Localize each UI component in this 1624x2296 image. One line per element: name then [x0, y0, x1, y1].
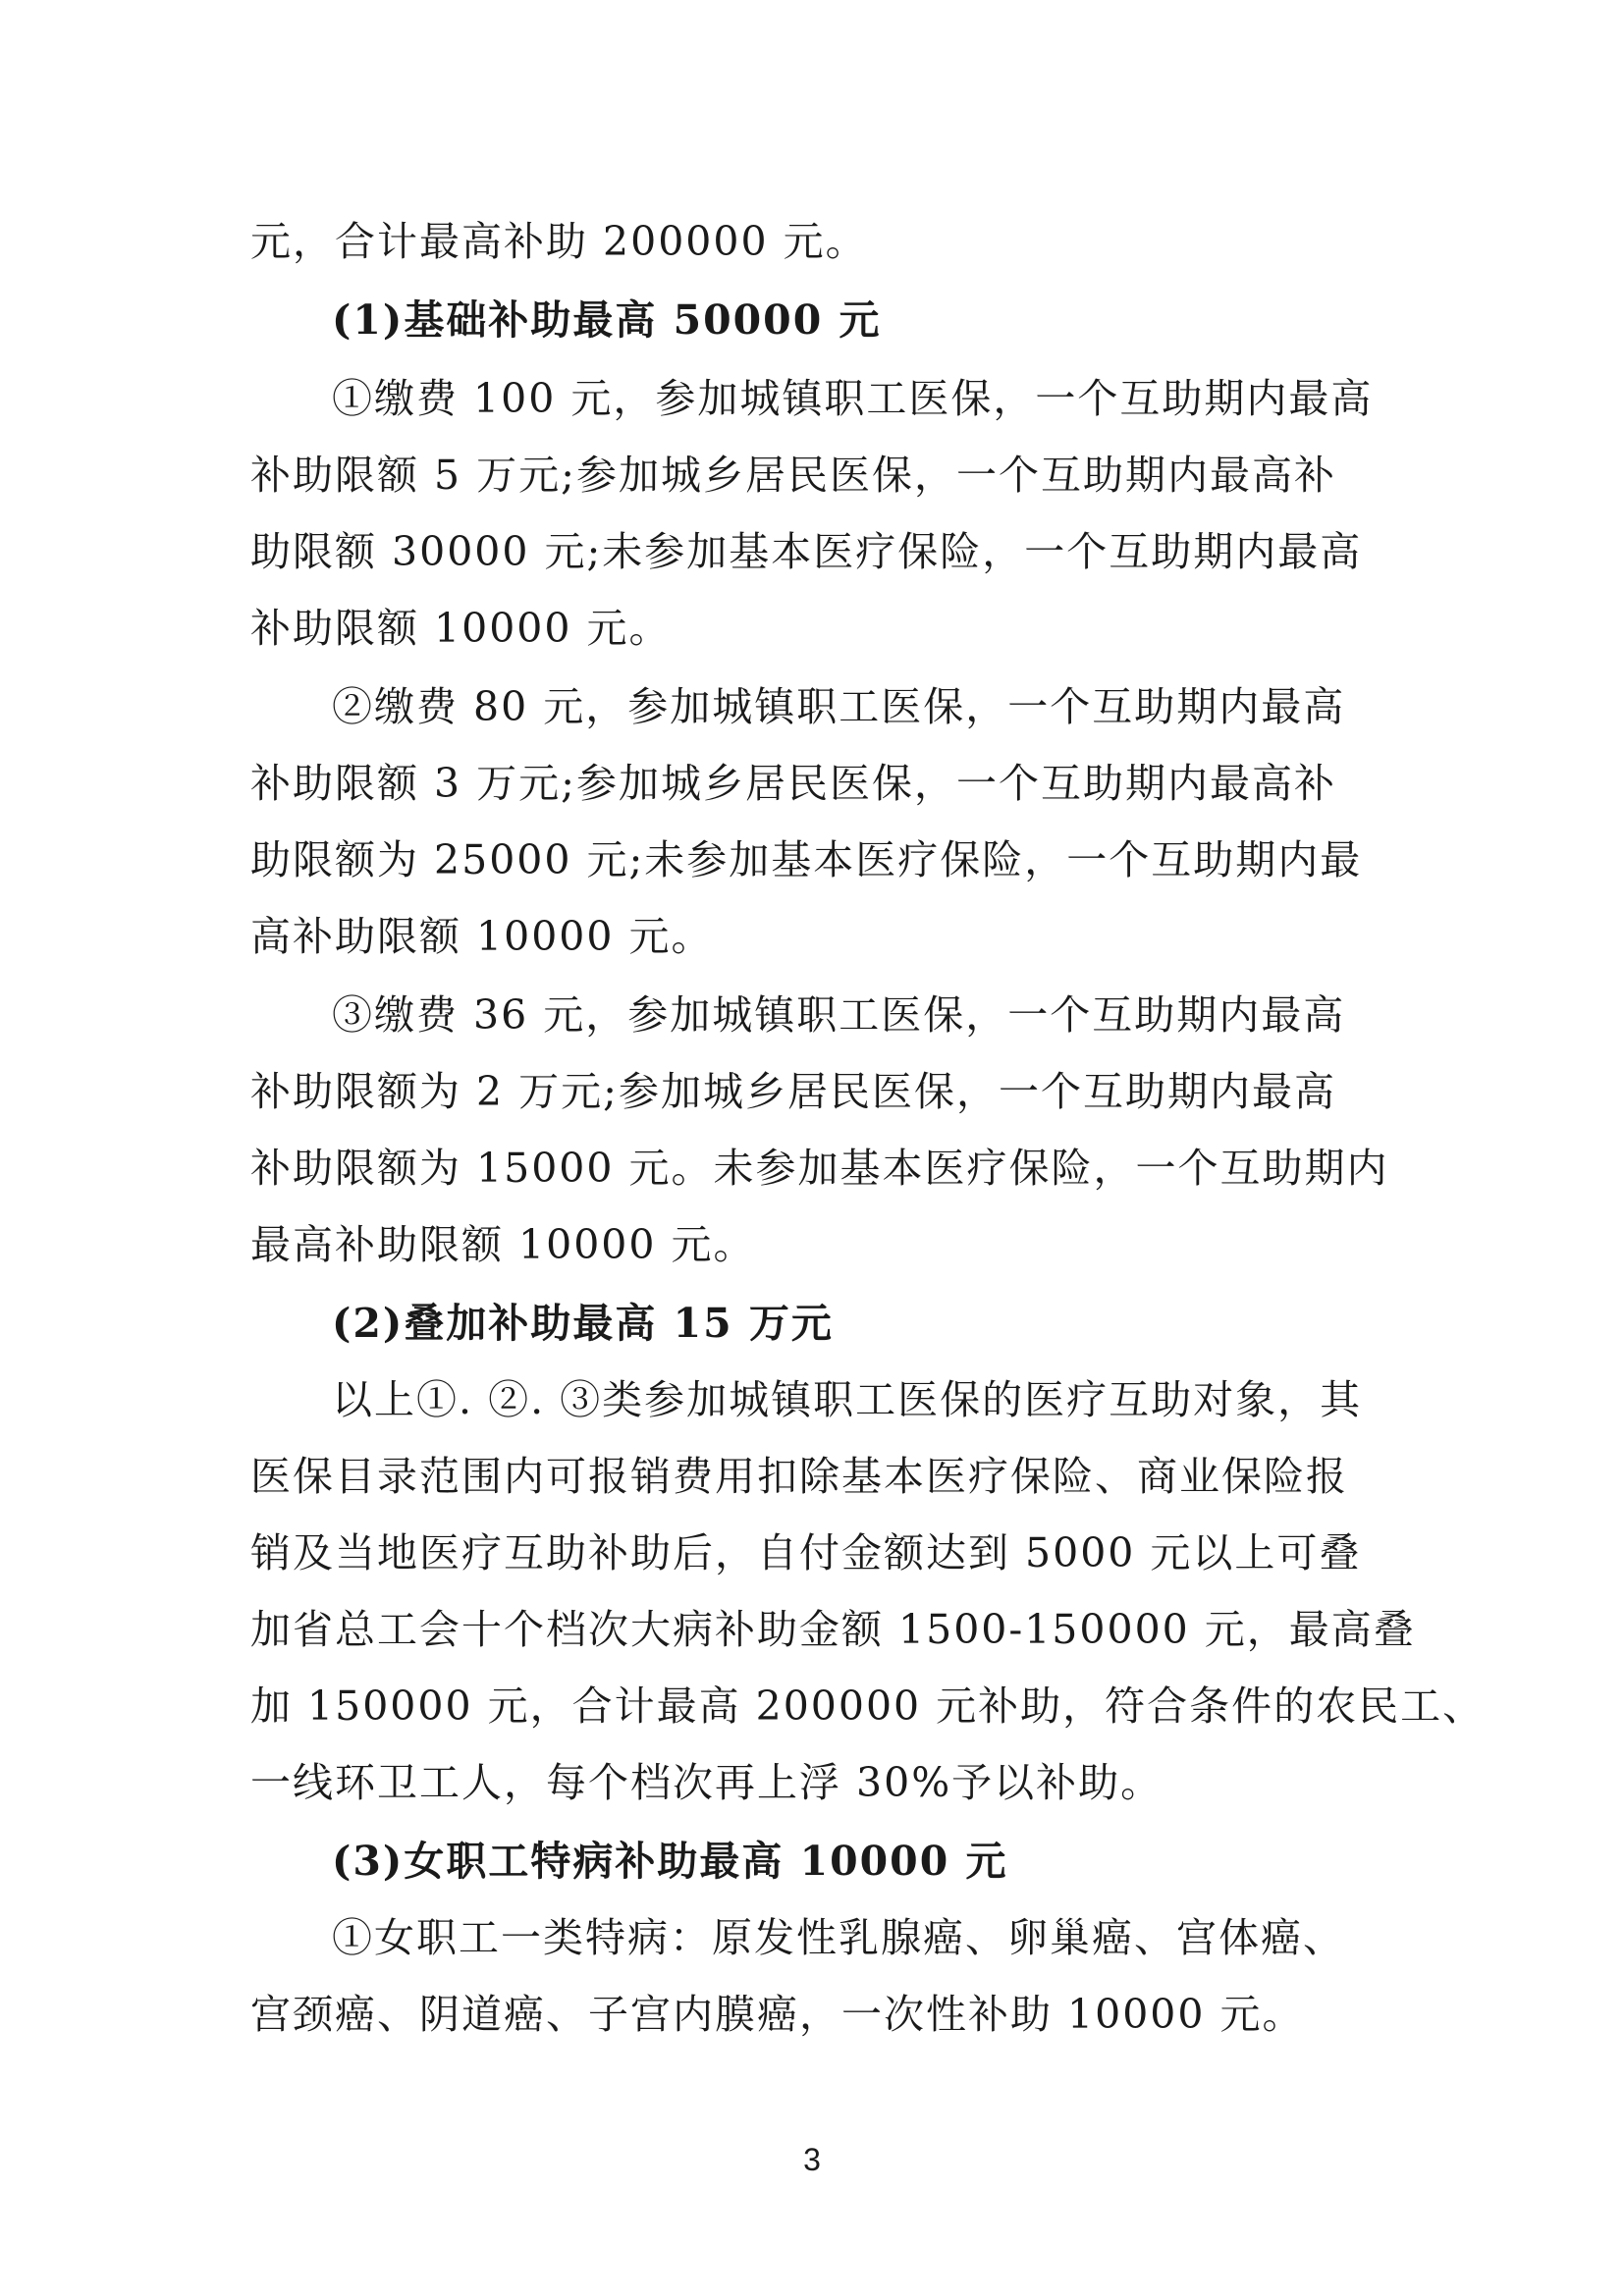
text-line: 销及当地医疗互助补助后，自付金额达到 5000 元以上可叠 — [250, 1529, 1362, 1576]
text-line: 元，合计最高补助 200000 元。 — [250, 218, 868, 265]
text-line: 一线环卫工人，每个档次再上浮 30%予以补助。 — [250, 1759, 1164, 1806]
text-line: 加省总工会十个档次大病补助金额 1500-150000 元，最高叠 — [250, 1606, 1416, 1653]
text-line: ②缴费 80 元，参加城镇职工医保，一个互助期内最高 — [332, 683, 1346, 730]
text-line: 补助限额为 15000 元。未参加基本医疗保险，一个互助期内 — [250, 1145, 1389, 1192]
text-line: 补助限额为 2 万元;参加城乡居民医保，一个互助期内最高 — [250, 1068, 1336, 1115]
text-line: 宫颈癌、阴道癌、子宫内膜癌，一次性补助 10000 元。 — [250, 1991, 1305, 2038]
section-heading: (2)叠加补助最高 15 万元 — [332, 1300, 834, 1347]
text-line: 助限额为 25000 元;未参加基本医疗保险，一个互助期内最 — [250, 836, 1363, 883]
section-heading: (1)基础补助最高 50000 元 — [332, 296, 882, 344]
section-heading: (3)女职工特病补助最高 10000 元 — [332, 1838, 1008, 1885]
text-line: 医保目录范围内可报销费用扣除基本医疗保险、商业保险报 — [250, 1453, 1348, 1500]
text-line: 助限额 30000 元;未参加基本医疗保险，一个互助期内最高 — [250, 528, 1363, 575]
text-line: 最高补助限额 10000 元。 — [250, 1221, 756, 1268]
text-line: 补助限额 5 万元;参加城乡居民医保，一个互助期内最高补 — [250, 452, 1336, 499]
text-line: 以上①. ②. ③类参加城镇职工医保的医疗互助对象，其 — [332, 1376, 1363, 1423]
text-line: 补助限额 10000 元。 — [250, 605, 672, 652]
text-line: ①女职工一类特病：原发性乳腺癌、卵巢癌、宫体癌、 — [332, 1914, 1345, 1961]
text-line: 补助限额 3 万元;参加城乡居民医保，一个互助期内最高补 — [250, 760, 1336, 807]
page-number: 3 — [803, 2142, 821, 2177]
text-line: 高补助限额 10000 元。 — [250, 913, 714, 960]
text-line: 加 150000 元，合计最高 200000 元补助，符合条件的农民工、 — [250, 1682, 1486, 1730]
text-line: ③缴费 36 元，参加城镇职工医保，一个互助期内最高 — [332, 991, 1346, 1039]
text-line: ①缴费 100 元，参加城镇职工医保，一个互助期内最高 — [332, 375, 1374, 422]
